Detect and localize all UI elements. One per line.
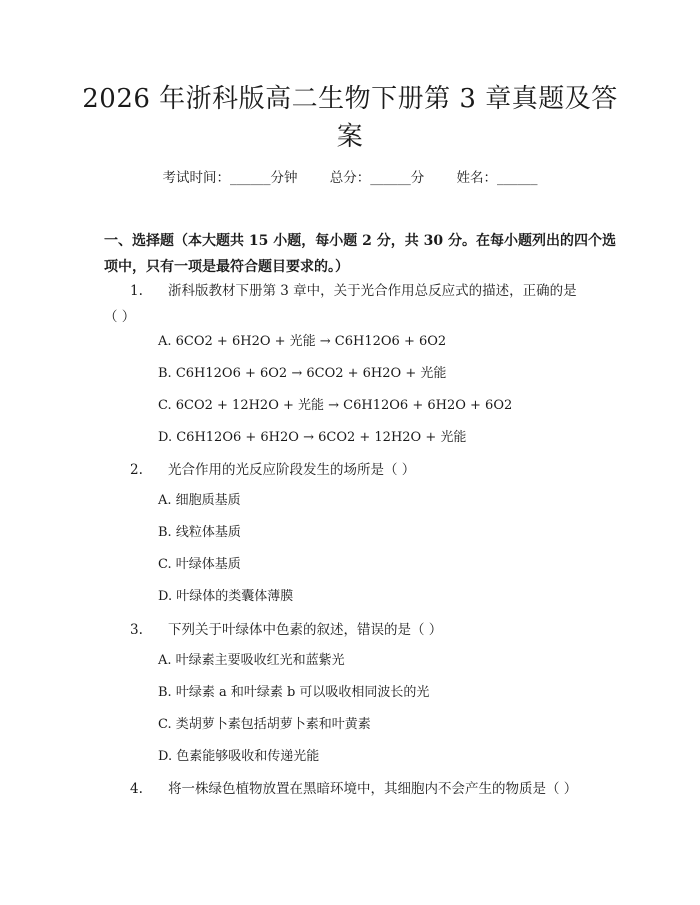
title-line-1: 2026 年浙科版高二生物下册第 3 章真题及答 (82, 84, 618, 114)
option-1c: C. 6CO2 + 12H2O + 光能 → C6H12O6 + 6H2O + 6O2 (158, 398, 513, 413)
option-3b: B. 叶绿素 a 和叶绿素 b 可以吸收相同波长的光 (158, 685, 430, 700)
option-1d: D. C6H12O6 + 6H2O → 6CO2 + 12H2O + 光能 (158, 430, 467, 445)
question-1 (104, 278, 624, 330)
option-2b: B. 线粒体基质 (158, 525, 241, 540)
exam-total-score: 总分：______分 (329, 170, 425, 186)
title-line-2: 案 (336, 122, 364, 152)
option-2d: D. 叶绿体的类囊体薄膜 (158, 589, 294, 604)
option-3d: D. 色素能够吸收和传递光能 (158, 749, 320, 764)
question-4 (104, 776, 624, 802)
document-title (60, 80, 640, 156)
question-text: 浙科版教材下册第 3 章中，关于光合作用总反应式的描述，正确的是 (168, 283, 577, 299)
exam-meta (0, 168, 700, 188)
option-3c: C. 类胡萝卜素包括胡萝卜素和叶黄素 (158, 717, 371, 732)
option-1a: A. 6CO2 + 6H2O + 光能 → C6H12O6 + 6O2 (158, 334, 447, 349)
question-text: 光合作用的光反应阶段发生的场所是（ ） (168, 462, 416, 478)
question-text-continued: （ ） (104, 309, 136, 325)
question-text: 将一株绿色植物放置在黑暗环境中，其细胞内不会产生的物质是（ ） (168, 781, 578, 797)
section-heading (104, 228, 624, 280)
question-3 (104, 617, 624, 643)
student-name: 姓名：______ (456, 170, 538, 186)
section-heading-line-1: 一、选择题（本大题共 15 小题，每小题 2 分，共 30 分。在每小题列出的四个选 (104, 233, 616, 249)
option-2a: A. 细胞质基质 (158, 493, 241, 508)
exam-time: 考试时间：______分钟 (162, 170, 298, 186)
section-heading-line-2: 项中，只有一项是最符合题目要求的。） (104, 259, 349, 275)
question-number: 1. (130, 283, 143, 299)
option-3a: A. 叶绿素主要吸收红光和蓝紫光 (158, 653, 345, 668)
option-2c: C. 叶绿体基质 (158, 557, 241, 572)
question-number: 3. (130, 622, 143, 638)
option-1b: B. C6H12O6 + 6O2 → 6CO2 + 6H2O + 光能 (158, 366, 447, 381)
question-number: 2. (130, 462, 143, 478)
question-number: 4. (130, 781, 143, 797)
question-text: 下列关于叶绿体中色素的叙述，错误的是（ ） (168, 622, 443, 638)
question-2 (104, 457, 624, 483)
